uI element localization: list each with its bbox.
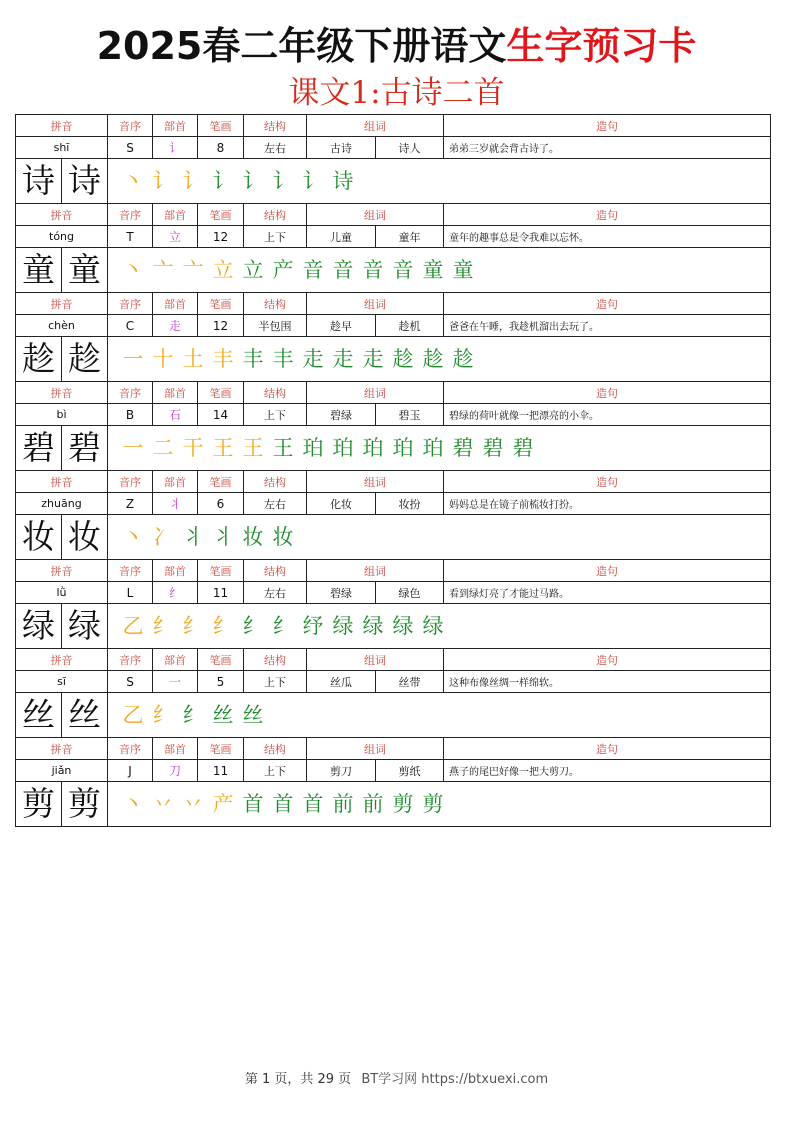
structure-cell: 上下	[244, 760, 307, 782]
stroke-step: 碧	[512, 436, 534, 460]
column-header: 组词	[307, 649, 444, 671]
stroke-step: 纟	[182, 614, 204, 638]
stroke-order-sequence	[108, 426, 771, 471]
word-cell: 丝瓜	[307, 671, 376, 693]
stroke-step: 亠	[182, 258, 204, 282]
stroke-step: 童	[452, 258, 474, 282]
lesson-subtitle: 课文1:古诗二首	[288, 75, 505, 111]
word-cell: 化妆	[307, 493, 376, 515]
character-info-row	[16, 582, 771, 604]
stroke-step: 绿	[332, 614, 354, 638]
stroke-step: 丰	[212, 347, 234, 371]
structure-cell: 上下	[244, 226, 307, 248]
character-writing-row	[16, 604, 771, 649]
stroke-step: 纟	[152, 614, 174, 638]
stroke-step: 讠	[212, 169, 234, 193]
large-character: 诗	[16, 159, 62, 204]
column-header: 部首	[153, 204, 198, 226]
stroke-step: 产	[212, 792, 234, 816]
large-character: 妆	[16, 515, 62, 560]
stroke-step: 音	[302, 258, 324, 282]
stroke-step: 纾	[302, 614, 324, 638]
stroke-step: 讠	[272, 169, 294, 193]
stroke-step: 诗	[332, 169, 354, 193]
column-header: 结构	[244, 204, 307, 226]
column-header-row	[16, 382, 771, 404]
title-main: 2025春二年级下册语文	[96, 24, 507, 68]
stroke-step: 纟	[182, 703, 204, 727]
stroke-step: 冫	[152, 525, 174, 549]
stroke-count-cell: 12	[198, 226, 244, 248]
stroke-count-cell: 12	[198, 315, 244, 337]
character-writing-row	[16, 337, 771, 382]
pinyin-cell: jiǎn	[16, 760, 108, 782]
stroke-step: 前	[362, 792, 384, 816]
large-character: 童	[16, 248, 62, 293]
stroke-order-sequence	[108, 782, 771, 827]
stroke-step: 十	[152, 347, 174, 371]
character-preview-table	[15, 114, 771, 827]
character-writing-row	[16, 693, 771, 738]
column-header: 拼音	[16, 471, 108, 493]
sentence-cell: 燕子的尾巴好像一把大剪刀。	[444, 760, 771, 782]
stroke-step: 绿	[362, 614, 384, 638]
character-writing-row	[16, 426, 771, 471]
stroke-count-cell: 11	[198, 760, 244, 782]
column-header: 音序	[108, 471, 153, 493]
stroke-step: 童	[422, 258, 444, 282]
column-header: 笔画	[198, 471, 244, 493]
stroke-step: 丷	[152, 792, 174, 816]
large-character: 绿	[62, 604, 108, 649]
character-info-row	[16, 315, 771, 337]
stroke-step: 绿	[422, 614, 444, 638]
stroke-step: 趁	[452, 347, 474, 371]
sentence-cell: 爸爸在午睡，我趁机溜出去玩了。	[444, 315, 771, 337]
word-cell: 古诗	[307, 137, 376, 159]
stroke-step: 首	[302, 792, 324, 816]
phonetic-order-cell: L	[108, 582, 153, 604]
large-character: 碧	[62, 426, 108, 471]
stroke-step: 碧	[482, 436, 504, 460]
stroke-step: 丰	[272, 347, 294, 371]
stroke-order-sequence	[108, 248, 771, 293]
column-header: 音序	[108, 204, 153, 226]
stroke-step: 丬	[212, 525, 234, 549]
column-header: 笔画	[198, 293, 244, 315]
stroke-count-cell: 14	[198, 404, 244, 426]
stroke-step: 王	[272, 436, 294, 460]
column-header: 造句	[444, 382, 771, 404]
column-header: 音序	[108, 382, 153, 404]
stroke-step: 珀	[422, 436, 444, 460]
column-header: 笔画	[198, 382, 244, 404]
stroke-step: 走	[362, 347, 384, 371]
character-info-row	[16, 760, 771, 782]
phonetic-order-cell: T	[108, 226, 153, 248]
column-header: 结构	[244, 471, 307, 493]
stroke-step: 绿	[392, 614, 414, 638]
stroke-step: 讠	[242, 169, 264, 193]
structure-cell: 左右	[244, 493, 307, 515]
word-cell: 诗人	[376, 137, 444, 159]
stroke-step: 亠	[152, 258, 174, 282]
page-number: 第 1 页，共 29 页	[244, 1072, 352, 1087]
structure-cell: 上下	[244, 404, 307, 426]
pinyin-cell: zhuāng	[16, 493, 108, 515]
pinyin-cell: bì	[16, 404, 108, 426]
column-header: 组词	[307, 738, 444, 760]
column-header: 部首	[153, 471, 198, 493]
stroke-step: 乙	[122, 703, 144, 727]
column-header-row	[16, 293, 771, 315]
stroke-step: 前	[332, 792, 354, 816]
pinyin-cell: shī	[16, 137, 108, 159]
structure-cell: 左右	[244, 137, 307, 159]
stroke-step: 珀	[332, 436, 354, 460]
character-writing-row	[16, 159, 771, 204]
stroke-step: 妆	[272, 525, 294, 549]
stroke-step: 剪	[422, 792, 444, 816]
word-cell: 碧绿	[307, 404, 376, 426]
large-character: 剪	[16, 782, 62, 827]
pinyin-cell: lǜ	[16, 582, 108, 604]
column-header: 音序	[108, 293, 153, 315]
stroke-step: 纟	[242, 614, 264, 638]
stroke-step: 音	[392, 258, 414, 282]
word-cell: 妆扮	[376, 493, 444, 515]
stroke-step: 王	[212, 436, 234, 460]
column-header: 组词	[307, 560, 444, 582]
column-header-row	[16, 115, 771, 137]
stroke-step: 立	[212, 258, 234, 282]
large-character: 碧	[16, 426, 62, 471]
sentence-cell: 童年的趣事总是令我难以忘怀。	[444, 226, 771, 248]
page-title	[0, 22, 793, 70]
pinyin-cell: chèn	[16, 315, 108, 337]
column-header: 拼音	[16, 560, 108, 582]
large-character: 绿	[16, 604, 62, 649]
character-info-row	[16, 226, 771, 248]
stroke-order-sequence	[108, 337, 771, 382]
phonetic-order-cell: Z	[108, 493, 153, 515]
column-header: 造句	[444, 560, 771, 582]
stroke-step: 干	[182, 436, 204, 460]
stroke-step: 讠	[302, 169, 324, 193]
column-header: 拼音	[16, 649, 108, 671]
radical-cell: 刀	[153, 760, 198, 782]
column-header-row	[16, 560, 771, 582]
column-header: 笔画	[198, 560, 244, 582]
stroke-order-sequence	[108, 159, 771, 204]
character-writing-row	[16, 248, 771, 293]
radical-cell: 一	[153, 671, 198, 693]
large-character: 趁	[16, 337, 62, 382]
column-header: 部首	[153, 738, 198, 760]
stroke-step: 丷	[182, 792, 204, 816]
character-info-row	[16, 671, 771, 693]
stroke-count-cell: 11	[198, 582, 244, 604]
stroke-step: 珀	[392, 436, 414, 460]
large-character: 趁	[62, 337, 108, 382]
stroke-count-cell: 6	[198, 493, 244, 515]
large-character: 丝	[62, 693, 108, 738]
character-info-row	[16, 137, 771, 159]
radical-cell: 石	[153, 404, 198, 426]
stroke-step: 走	[332, 347, 354, 371]
column-header: 拼音	[16, 115, 108, 137]
stroke-step: 音	[362, 258, 384, 282]
column-header: 部首	[153, 560, 198, 582]
site-watermark: BT学习网 https://btxuexi.com	[361, 1072, 549, 1087]
sentence-cell: 妈妈总是在镜子前梳妆打扮。	[444, 493, 771, 515]
stroke-count-cell: 5	[198, 671, 244, 693]
character-info-row	[16, 493, 771, 515]
radical-cell: 立	[153, 226, 198, 248]
structure-cell: 左右	[244, 582, 307, 604]
stroke-step: 讠	[182, 169, 204, 193]
stroke-step: 丰	[242, 347, 264, 371]
column-header: 部首	[153, 293, 198, 315]
stroke-order-sequence	[108, 604, 771, 649]
stroke-step: 立	[242, 258, 264, 282]
stroke-step: 纟	[152, 703, 174, 727]
stroke-step: 丬	[182, 525, 204, 549]
column-header: 组词	[307, 471, 444, 493]
stroke-count-cell: 8	[198, 137, 244, 159]
column-header: 笔画	[198, 738, 244, 760]
stroke-step: 产	[272, 258, 294, 282]
column-header: 拼音	[16, 738, 108, 760]
word-cell: 趁早	[307, 315, 376, 337]
radical-cell: 走	[153, 315, 198, 337]
column-header: 组词	[307, 115, 444, 137]
column-header: 部首	[153, 382, 198, 404]
phonetic-order-cell: C	[108, 315, 153, 337]
stroke-order-sequence	[108, 515, 771, 560]
phonetic-order-cell: S	[108, 671, 153, 693]
column-header: 结构	[244, 115, 307, 137]
column-header: 笔画	[198, 115, 244, 137]
title-highlight: 生字预习卡	[506, 24, 697, 68]
word-cell: 绿色	[376, 582, 444, 604]
stroke-step: 土	[182, 347, 204, 371]
stroke-step: 走	[302, 347, 324, 371]
radical-cell: 讠	[153, 137, 198, 159]
stroke-step: 珀	[302, 436, 324, 460]
phonetic-order-cell: B	[108, 404, 153, 426]
page-footer	[0, 1068, 793, 1087]
sentence-cell: 看到绿灯亮了才能过马路。	[444, 582, 771, 604]
word-cell: 碧玉	[376, 404, 444, 426]
large-character: 诗	[62, 159, 108, 204]
stroke-step: 剪	[392, 792, 414, 816]
column-header: 音序	[108, 649, 153, 671]
word-cell: 童年	[376, 226, 444, 248]
stroke-step: 丝	[242, 703, 264, 727]
stroke-step: 乙	[122, 614, 144, 638]
column-header: 组词	[307, 382, 444, 404]
column-header: 部首	[153, 115, 198, 137]
phonetic-order-cell: J	[108, 760, 153, 782]
column-header: 结构	[244, 560, 307, 582]
word-cell: 剪纸	[376, 760, 444, 782]
column-header: 组词	[307, 204, 444, 226]
column-header: 音序	[108, 738, 153, 760]
stroke-step: 音	[332, 258, 354, 282]
column-header: 结构	[244, 738, 307, 760]
column-header: 拼音	[16, 293, 108, 315]
column-header: 结构	[244, 382, 307, 404]
stroke-step: 一	[122, 347, 144, 371]
stroke-step: 首	[242, 792, 264, 816]
word-cell: 儿童	[307, 226, 376, 248]
column-header: 笔画	[198, 649, 244, 671]
pinyin-cell: tóng	[16, 226, 108, 248]
pinyin-cell: sī	[16, 671, 108, 693]
stroke-step: 纟	[212, 614, 234, 638]
stroke-step: 丶	[122, 258, 144, 282]
large-character: 剪	[62, 782, 108, 827]
word-cell: 碧绿	[307, 582, 376, 604]
sentence-cell: 弟弟三岁就会背古诗了。	[444, 137, 771, 159]
column-header-row	[16, 471, 771, 493]
sentence-cell: 这种布像丝绸一样绵软。	[444, 671, 771, 693]
stroke-step: 丶	[122, 792, 144, 816]
large-character: 童	[62, 248, 108, 293]
phonetic-order-cell: S	[108, 137, 153, 159]
word-cell: 趁机	[376, 315, 444, 337]
radical-cell: 丬	[153, 493, 198, 515]
column-header: 造句	[444, 738, 771, 760]
column-header: 部首	[153, 649, 198, 671]
column-header: 造句	[444, 293, 771, 315]
column-header-row	[16, 738, 771, 760]
column-header: 拼音	[16, 204, 108, 226]
column-header: 音序	[108, 115, 153, 137]
column-header: 造句	[444, 204, 771, 226]
stroke-step: 一	[122, 436, 144, 460]
stroke-step: 妆	[242, 525, 264, 549]
stroke-step: 讠	[152, 169, 174, 193]
column-header: 结构	[244, 649, 307, 671]
stroke-step: 珀	[362, 436, 384, 460]
column-header: 造句	[444, 115, 771, 137]
stroke-step: 王	[242, 436, 264, 460]
stroke-step: 丶	[122, 525, 144, 549]
character-writing-row	[16, 782, 771, 827]
stroke-step: 二	[152, 436, 174, 460]
large-character: 妆	[62, 515, 108, 560]
stroke-step: 丝	[212, 703, 234, 727]
radical-cell: 纟	[153, 582, 198, 604]
character-info-row	[16, 404, 771, 426]
column-header-row	[16, 204, 771, 226]
stroke-step: 趁	[422, 347, 444, 371]
stroke-step: 丶	[122, 169, 144, 193]
column-header: 拼音	[16, 382, 108, 404]
column-header: 组词	[307, 293, 444, 315]
stroke-step: 趁	[392, 347, 414, 371]
column-header: 笔画	[198, 204, 244, 226]
character-writing-row	[16, 515, 771, 560]
column-header: 结构	[244, 293, 307, 315]
structure-cell: 半包围	[244, 315, 307, 337]
stroke-order-sequence	[108, 693, 771, 738]
word-cell: 剪刀	[307, 760, 376, 782]
word-cell: 丝带	[376, 671, 444, 693]
column-header: 造句	[444, 471, 771, 493]
stroke-step: 纟	[272, 614, 294, 638]
large-character: 丝	[16, 693, 62, 738]
column-header-row	[16, 649, 771, 671]
stroke-step: 首	[272, 792, 294, 816]
column-header: 造句	[444, 649, 771, 671]
stroke-step: 碧	[452, 436, 474, 460]
structure-cell: 上下	[244, 671, 307, 693]
sentence-cell: 碧绿的荷叶就像一把漂亮的小伞。	[444, 404, 771, 426]
column-header: 音序	[108, 560, 153, 582]
